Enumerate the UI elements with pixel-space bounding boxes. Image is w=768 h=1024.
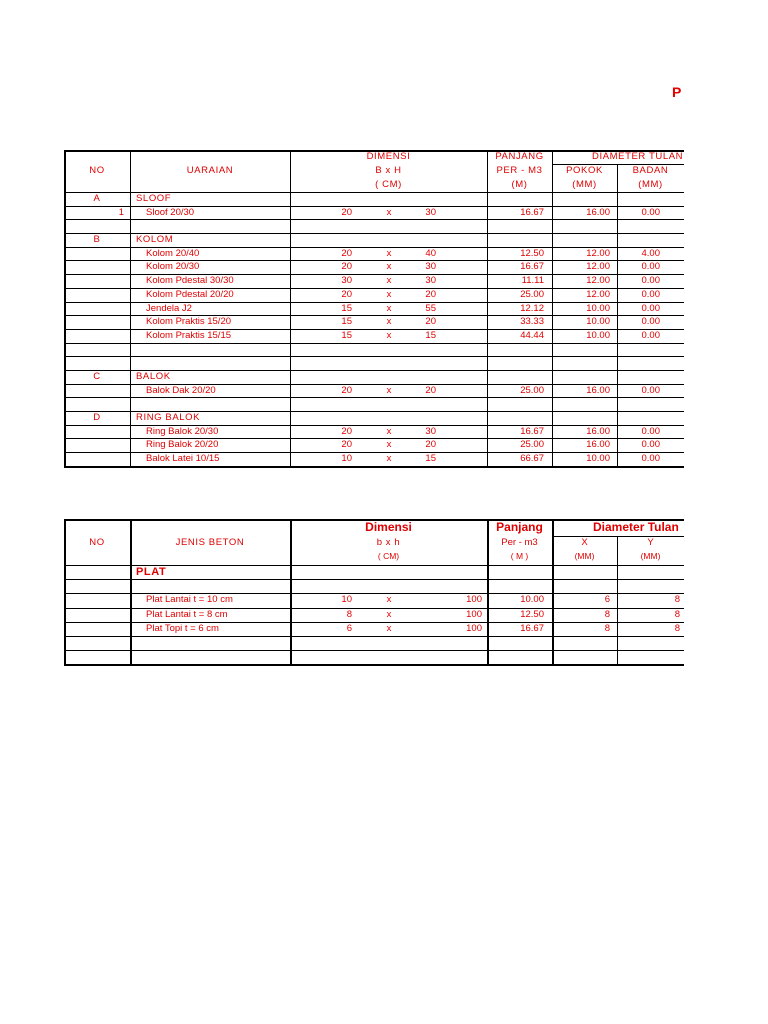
- table-header: [64, 519, 684, 565]
- col-diameter: Diameter Tulan: [593, 520, 679, 534]
- cell-dimensi-b: 30: [341, 275, 352, 287]
- table-row: [64, 608, 684, 622]
- cell-dimensi-h: 20: [425, 439, 436, 451]
- cell-diameter-2: 0.00: [641, 275, 660, 287]
- table-header: [64, 150, 684, 192]
- cell-section-title: KOLOM: [136, 234, 174, 246]
- table-row: [64, 288, 684, 302]
- cell-diameter-2: 0.00: [641, 425, 660, 437]
- cell-diameter-1: 16.00: [586, 425, 610, 437]
- cell-dimensi-x: x: [386, 302, 392, 314]
- blank-row: [64, 397, 684, 411]
- cell-panjang: 25.00: [520, 288, 544, 300]
- cell-panjang: 33.33: [520, 316, 544, 328]
- cell-dimensi-x: x: [386, 453, 392, 465]
- cell-panjang: 25.00: [520, 439, 544, 451]
- cell-diameter-2: 0.00: [641, 453, 660, 465]
- cell-dimensi-b: 10: [341, 594, 352, 606]
- cell-dimensi-b: 10: [341, 453, 352, 465]
- blank-row: [64, 650, 684, 664]
- col-x: X: [581, 537, 588, 548]
- cell-panjang: 16.67: [520, 261, 544, 273]
- cell-diameter-2: 8: [674, 608, 680, 620]
- cell-panjang: 12.12: [520, 302, 544, 314]
- cell-diameter-2: 0.00: [641, 329, 660, 341]
- cell-dimensi-h: 40: [425, 247, 436, 259]
- cell-dimensi-x: x: [386, 288, 392, 300]
- table-row: [64, 384, 684, 398]
- cell-diameter-2: 4.00: [641, 247, 660, 259]
- cell-dimensi-b: 8: [346, 608, 352, 620]
- cell-dimensi-b: 15: [341, 316, 352, 328]
- table-bottom-border: [64, 664, 684, 666]
- col-jenis-beton: JENIS BETON: [175, 537, 245, 548]
- cell-dimensi-h: 30: [425, 261, 436, 273]
- table-row: [64, 247, 684, 261]
- cell-dimensi-x: x: [386, 329, 392, 341]
- cell-diameter-1: 8: [604, 622, 610, 634]
- cell-uraian: Balok Dak 20/20: [146, 384, 216, 396]
- cell-dimensi-h: 20: [425, 316, 436, 328]
- cell-diameter-1: 12.00: [586, 247, 610, 259]
- cell-panjang: 12.50: [520, 608, 544, 620]
- cell-dimensi-x: x: [386, 439, 392, 451]
- cell-no: B: [93, 234, 101, 246]
- section-row: [64, 233, 684, 247]
- cell-diameter-1: 16.00: [586, 384, 610, 396]
- table-row: [64, 622, 684, 636]
- cell-dimensi-h: 15: [425, 453, 436, 465]
- col-panjang-sub: Per - m3: [501, 537, 538, 548]
- cell-dimensi-b: 20: [341, 439, 352, 451]
- cell-diameter-2: 0.00: [641, 206, 660, 218]
- col-pokok-unit: (MM): [572, 179, 597, 190]
- cell-diameter-2: 0.00: [641, 302, 660, 314]
- col-dimensi-unit: ( CM): [375, 179, 402, 190]
- cell-diameter-2: 0.00: [641, 439, 660, 451]
- cell-diameter-1: 12.00: [586, 275, 610, 287]
- col-dimensi: Dimensi: [365, 520, 412, 534]
- cell-uraian: Kolom 20/40: [146, 247, 200, 259]
- cell-section-title: BALOK: [136, 370, 171, 382]
- cell-uraian: Ring Balok 20/30: [146, 425, 219, 437]
- section-row: [64, 370, 684, 384]
- cell-uraian: Plat Topi t = 6 cm: [146, 622, 219, 634]
- col-panjang-sub: PER - M3: [496, 165, 543, 176]
- cell-diameter-1: 10.00: [586, 453, 610, 465]
- cell-uraian: Sloof 20/30: [146, 206, 195, 218]
- table-row: [64, 438, 684, 452]
- section-row: [64, 565, 684, 579]
- cell-panjang: 16.67: [520, 425, 544, 437]
- col-dimensi-sub: b x h: [376, 537, 401, 548]
- blank-row: [64, 579, 684, 593]
- cell-dimensi-h: 100: [466, 622, 482, 634]
- table-row: [64, 260, 684, 274]
- table-body: [64, 565, 684, 666]
- col-x-unit: (MM): [574, 551, 595, 561]
- cell-section-title: PLAT: [136, 566, 167, 578]
- cell-no: A: [93, 193, 101, 204]
- cell-dimensi-b: 20: [341, 384, 352, 396]
- col-panjang-unit: (M): [511, 179, 528, 190]
- cell-dimensi-x: x: [386, 247, 392, 259]
- cell-dimensi-h: 30: [425, 425, 436, 437]
- cell-dimensi-b: 20: [341, 288, 352, 300]
- cell-dimensi-h: 20: [425, 384, 436, 396]
- cell-diameter-1: 16.00: [586, 206, 610, 218]
- cell-dimensi-b: 20: [341, 247, 352, 259]
- cell-panjang: 44.44: [520, 329, 544, 341]
- cell-dimensi-b: 6: [346, 622, 352, 634]
- table-bottom-border: [64, 466, 684, 468]
- col-badan-unit: (MM): [638, 179, 663, 190]
- cell-dimensi-x: x: [386, 316, 392, 328]
- cell-no: C: [93, 370, 101, 382]
- cell-dimensi-x: x: [386, 384, 392, 396]
- cell-section-title: SLOOF: [136, 193, 172, 204]
- cell-panjang: 16.67: [520, 622, 544, 634]
- cell-diameter-1: 10.00: [586, 329, 610, 341]
- cell-panjang: 11.11: [521, 275, 544, 287]
- cell-dimensi-x: x: [386, 206, 392, 218]
- cell-uraian: Balok Latei 10/15: [146, 453, 220, 465]
- cell-dimensi-h: 20: [425, 288, 436, 300]
- cell-uraian: Kolom Praktis 15/20: [146, 316, 232, 328]
- cell-uraian: Kolom 20/30: [146, 261, 200, 273]
- cell-panjang: 12.50: [520, 247, 544, 259]
- col-y: Y: [647, 537, 654, 548]
- table-row: [64, 452, 684, 466]
- table-row: [64, 593, 684, 607]
- cell-dimensi-x: x: [386, 425, 392, 437]
- cell-dimensi-b: 15: [341, 302, 352, 314]
- cell-uraian: Plat Lantai t = 8 cm: [146, 608, 228, 620]
- table-row: [64, 329, 684, 343]
- cell-no: D: [93, 412, 101, 423]
- cell-diameter-2: 0.00: [641, 288, 660, 300]
- cell-dimensi-b: 20: [341, 206, 352, 218]
- cell-diameter-1: 10.00: [586, 302, 610, 314]
- cell-no: 1: [118, 206, 124, 218]
- cell-dimensi-x: x: [386, 275, 392, 287]
- blank-row: [64, 343, 684, 357]
- cell-dimensi-b: 20: [341, 425, 352, 437]
- cell-diameter-2: 8: [674, 594, 680, 606]
- cell-dimensi-h: 55: [425, 302, 436, 314]
- cell-panjang: 25.00: [520, 384, 544, 396]
- cell-uraian: Kolom Praktis 15/15: [146, 329, 232, 341]
- cell-dimensi-b: 15: [341, 329, 352, 341]
- cell-diameter-2: 0.00: [641, 316, 660, 328]
- page-letter: P: [672, 84, 682, 100]
- reinforcement-table-plat: [64, 519, 684, 666]
- cell-dimensi-h: 100: [466, 608, 482, 620]
- cell-dimensi-h: 100: [466, 594, 482, 606]
- col-y-unit: (MM): [640, 551, 661, 561]
- table-body: [64, 192, 684, 468]
- cell-uraian: Kolom Pdestal 30/30: [146, 275, 234, 287]
- table-row: [64, 206, 684, 220]
- cell-dimensi-h: 30: [425, 275, 436, 287]
- cell-panjang: 66.67: [520, 453, 544, 465]
- cell-diameter-1: 12.00: [586, 288, 610, 300]
- table-row: [64, 315, 684, 329]
- blank-row: [64, 636, 684, 650]
- reinforcement-table-structural: [64, 150, 684, 468]
- table-row: [64, 425, 684, 439]
- blank-row: [64, 356, 684, 370]
- col-panjang: Panjang: [496, 520, 543, 534]
- cell-dimensi-b: 20: [341, 261, 352, 273]
- cell-uraian: Kolom Pdestal 20/20: [146, 288, 234, 300]
- cell-dimensi-x: x: [386, 594, 392, 606]
- cell-dimensi-x: x: [386, 608, 392, 620]
- col-no: NO: [89, 537, 105, 548]
- col-dimensi-sub: B x H: [375, 165, 402, 176]
- table-row: [64, 302, 684, 316]
- col-pokok: POKOK: [566, 165, 603, 176]
- cell-dimensi-x: x: [386, 622, 392, 634]
- blank-row: [64, 219, 684, 233]
- cell-diameter-1: 8: [604, 608, 610, 620]
- col-uraian: UARAIAN: [186, 165, 234, 176]
- cell-uraian: Plat Lantai t = 10 cm: [146, 594, 233, 606]
- cell-uraian: Jendela J2: [146, 302, 192, 314]
- col-panjang-unit: ( M ): [510, 551, 529, 561]
- cell-diameter-1: 16.00: [586, 439, 610, 451]
- col-badan: BADAN: [632, 165, 669, 176]
- cell-diameter-2: 0.00: [641, 261, 660, 273]
- cell-dimensi-h: 15: [425, 329, 436, 341]
- col-diameter: DIAMETER TULAN: [592, 151, 684, 162]
- table-row: [64, 274, 684, 288]
- col-no: NO: [89, 165, 105, 176]
- col-dimensi-unit: ( CM): [377, 551, 400, 561]
- cell-diameter-2: 8: [674, 622, 680, 634]
- cell-section-title: RING BALOK: [136, 412, 201, 423]
- section-row: [64, 411, 684, 425]
- col-panjang: PANJANG: [495, 151, 544, 162]
- col-dimensi: DIMENSI: [366, 151, 411, 162]
- cell-dimensi-x: x: [386, 261, 392, 273]
- section-row: [64, 192, 684, 206]
- cell-diameter-1: 6: [604, 594, 610, 606]
- cell-uraian: Ring Balok 20/20: [146, 439, 219, 451]
- cell-diameter-2: 0.00: [641, 384, 660, 396]
- cell-panjang: 16.67: [520, 206, 544, 218]
- cell-panjang: 10.00: [520, 594, 544, 606]
- cell-diameter-1: 12.00: [586, 261, 610, 273]
- cell-dimensi-h: 30: [425, 206, 436, 218]
- cell-diameter-1: 10.00: [586, 316, 610, 328]
